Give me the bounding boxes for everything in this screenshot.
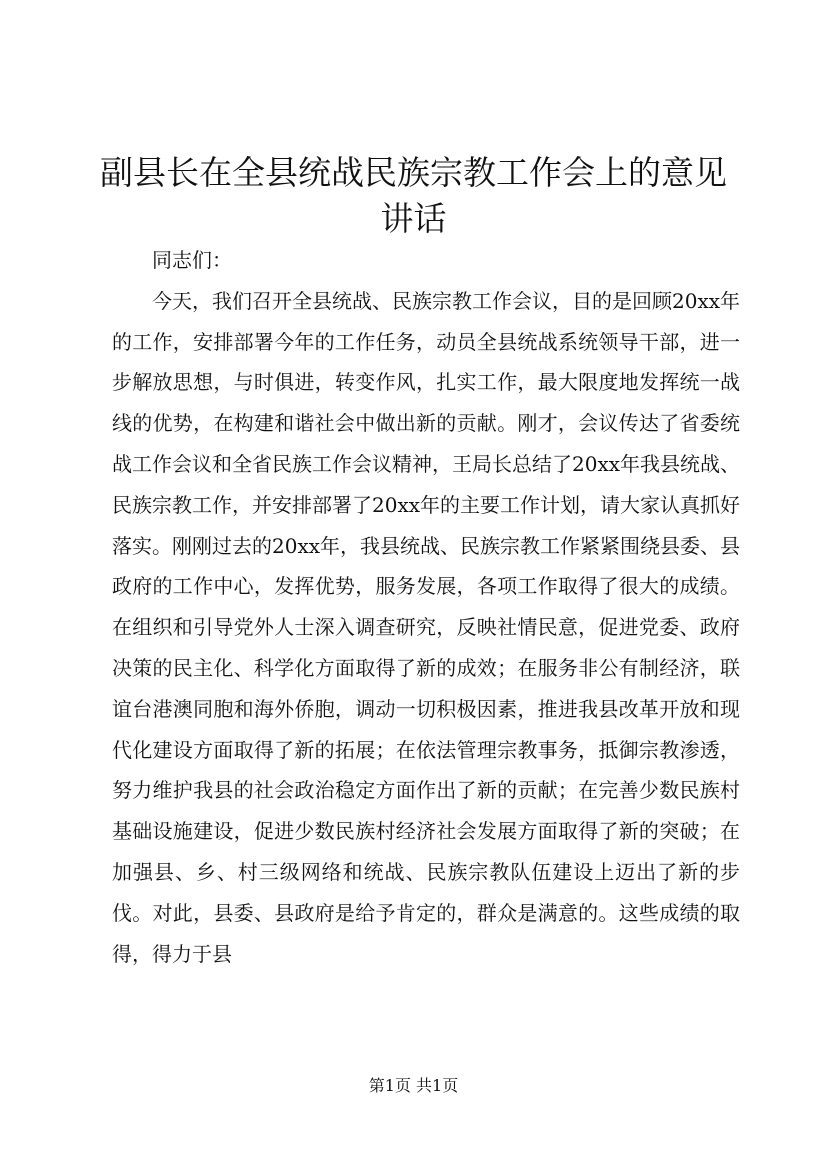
page-footer: 第1页 共1页 (368, 1076, 459, 1095)
body-paragraph: 今天，我们召开全县统战、民族宗教工作会议，目的是回顾20xx年的工作，安排部署今年的工作任务，动员全县统战系统领导干部，进一步解放思想，与时俱进，转变作风，扎实工作，最大限度地发挥统一战线的优势，在构建和谐社会中做出新的贡献。刚才，会议传达了省委统战工作会议和全省民族工作会议精神，王局长总结了20xx年我县统战、民族宗教工作，并安排部署了20xx年的主要工作计划，请大家认真抓好落实。刚刚过去的20xx年，我县统战、民族宗教工作紧紧围绕县委、县政府的工作中心，发挥优势，服务发展，各项工作取得了很大的成绩。在组织和引导党外人士深入调查研究，反映社情民意，促进党委、政府决策的民主化、科学化方面取得了新的成效；在服务非公有制经济，联谊台港澳同胞和海外侨胞，调动一切积极因素，推进我县改革开放和现代化建设方面取得了新的拓展；在依法管理宗教事务，抵御宗教渗透，努力维护我县的社会政治稳定方面作出了新的贡献；在完善少数民族村基础设施建设，促进少数民族村经济社会发展方面取得了新的突破；在加强县、乡、村三级网络和统战、民族宗教队伍建设上迈出了新的步伐。对此，县委、县政府是给予肯定的，群众是满意的。这些成绩的取得，得力于县 (112, 288, 741, 966)
document-title: 副县长在全县统战民族宗教工作会上的意见讲话 (100, 153, 727, 238)
document-body (112, 240, 740, 974)
salutation: 同志们： (152, 248, 232, 272)
